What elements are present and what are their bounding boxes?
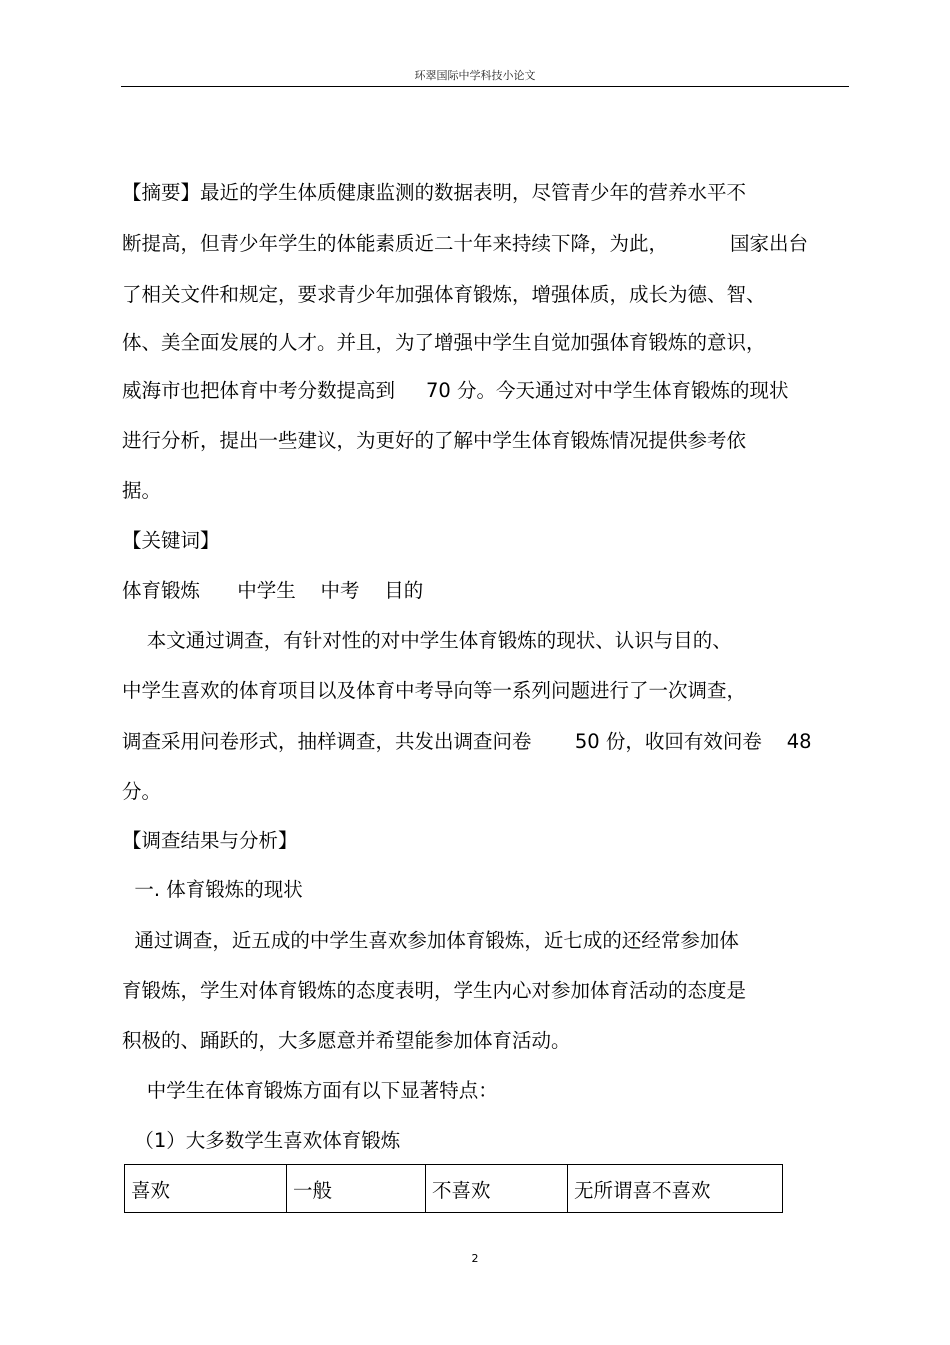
abstract-line: 进行分析，提出一些建议，为更好的了解中学生体育锻炼情况提供参考依 [122,429,747,452]
keywords-heading: 【关键词】 [122,529,220,552]
intro-line: 分。 [122,780,162,803]
page-number: 2 [471,1252,479,1265]
table-header-cell: 喜欢 [125,1165,287,1212]
intro-line: 本文通过调查，有针对性的对中学生体育锻炼的现状、认识与目的、 [122,629,732,652]
keywords-list: 体育锻炼 中学生 中考 目的 [122,579,424,602]
body-line: 积极的、踊跃的，大多愿意并希望能参加体育活动。 [122,1029,571,1052]
header-rule [121,86,849,87]
survey-table [124,1164,783,1213]
intro-line: 中学生喜欢的体育项目以及体育中考导向等一系列问题进行了一次调查， [122,679,747,702]
page-header: 环翠国际中学科技小论文 [414,69,536,82]
results-heading: 【调查结果与分析】 [122,829,298,852]
table-header-cell: 无所谓喜不喜欢 [574,1178,711,1202]
abstract-line: 了相关文件和规定，要求青少年加强体育锻炼，增强体质，成长为德、智、 [122,283,766,306]
body-line: 育锻炼，学生对体育锻炼的态度表明，学生内心对参加体育活动的态度是 [122,979,747,1002]
body-line: 通过调查，近五成的中学生喜欢参加体育锻炼，近七成的还经常参加体 [122,929,739,952]
abstract-line: 【摘要】最近的学生体质健康监测的数据表明，尽管青少年的营养水平不 [122,181,747,204]
abstract-line: 体、美全面发展的人才。并且，为了增强中学生自觉加强体育锻炼的意识， [122,331,766,354]
abstract-line: 威海市也把体育中考分数提高到 70 分。今天通过对中学生体育锻炼的现状 [122,379,789,402]
body-line: 中学生在体育锻炼方面有以下显著特点： [122,1079,498,1102]
intro-line: 调查采用问卷形式，抽样调查，共发出调查问卷 50 份，收回有效问卷 48 [122,730,812,753]
sub-heading: （1）大多数学生喜欢体育锻炼 [122,1129,401,1152]
section-heading: 一. 体育锻炼的现状 [122,878,303,901]
abstract-line: 据。 [122,479,162,502]
table-header-cell: 不喜欢 [426,1165,568,1212]
abstract-line: 断提高，但青少年学生的体能素质近二十年来持续下降，为此， 国家出台 [122,232,808,255]
table-header-cell: 一般 [287,1165,426,1212]
